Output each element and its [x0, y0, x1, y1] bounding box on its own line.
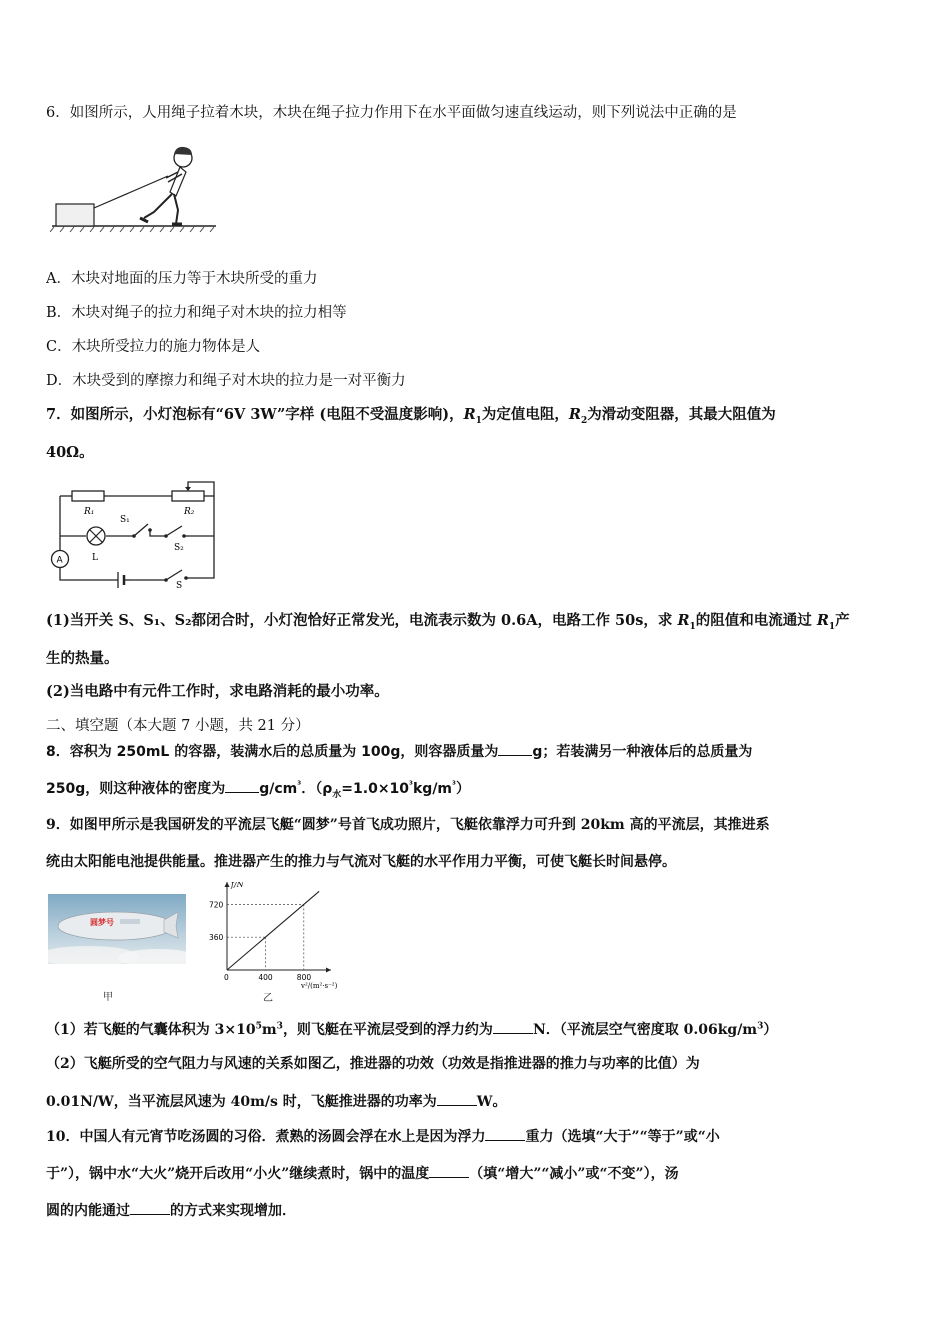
q10-line3: 圆的内能通过 的方式来实现增加．	[46, 1200, 296, 1221]
q6-option-d: D．木块受到的摩擦力和绳子对木块的拉力是一对平衡力	[46, 373, 406, 389]
circuit-label-r1: R₁	[84, 507, 95, 517]
q6-option-b: B．木块对绳子的拉力和绳子对木块的拉力相等	[46, 305, 347, 321]
circuit-label-lamp: L	[92, 553, 98, 563]
q8-line2: 250g，则这种液体的密度为 $g/cm^{^3}$．$(\rho_水=1.0\times 10^{^3}kg/m^{^3})$	[46, 778, 470, 799]
section-title-fill-in: 二、填空题（本大题 7 小题，共 21 分）	[46, 718, 310, 734]
circuit-label-s1: S₁	[120, 515, 130, 525]
q8-blank-2[interactable]	[225, 778, 259, 793]
q9-part2-line2: 0.01N/W，当平流层风速为 40m/s 时，飞艇推进器的功率为 W。	[46, 1091, 507, 1112]
q7-part2: (2)当电路中有元件工作时，求电路消耗的最小功率。	[46, 683, 389, 700]
q7-stem: 7．如图所示，小灯泡标有“6V 3W”字样 (电阻不受温度影响)，$R_1$为定值电阻，$R_2$为滑动变阻器，其最大阻值为	[46, 406, 776, 426]
q7-stem-line2: 40Ω。	[46, 444, 94, 461]
x-tick-label: 800	[296, 973, 312, 982]
q10-line2: 于”），锅中水“大火”烧开后改用“小火”继续煮时，锅中的温度 （填“增大”“减小”或“不变”），汤	[46, 1163, 679, 1184]
y-tick-label: 720	[209, 900, 224, 910]
y-axis-arrow	[225, 882, 230, 887]
x-axis-arrow	[326, 968, 331, 973]
q9-blank-buoyancy[interactable]	[493, 1019, 533, 1034]
q8-blank-1[interactable]	[498, 741, 532, 756]
q6-option-c: C．木块所受拉力的施力物体是人	[46, 339, 261, 355]
airship-photo	[48, 894, 186, 964]
airship-text: 圆梦号	[90, 918, 114, 927]
drag-force-graph	[205, 882, 345, 990]
switch-s2	[166, 526, 182, 536]
resistor-r1	[72, 491, 104, 501]
q7-part1: (1)当开关 S、S₁、S₂都闭合时，小灯泡恰好正常发光，电流表示数为 0.6A，电路工作 50s，求 $R_1$的阻值和电流通过 $R_1$产	[46, 612, 850, 632]
circuit-label-s2: S₂	[174, 543, 184, 553]
switch-s	[166, 570, 182, 580]
q10-line1: 10．中国人有元宵节吃汤圆的习俗．煮熟的汤圆会浮在水上是因为浮力 重力（选填“大于”“等于”或“小	[46, 1126, 720, 1147]
q8-line1: 8．容积为 250mL 的容器，装满水后的总质量为 100g，则容器质量为 g；若装满另一种液体后的总质量为	[46, 741, 752, 762]
wood-block	[56, 204, 94, 226]
airship-body	[58, 912, 174, 940]
q7-part1-line2: 生的热量。	[46, 650, 119, 667]
q6-option-a: A．木块对地面的压力等于木块所受的重力	[46, 271, 318, 287]
x-tick-label: 400	[258, 973, 273, 982]
q9-line1: 9．如图甲所示是我国研发的平流层飞艇“圆梦”号首飞成功照片，飞艇依靠浮力可升到 20km 高的平流层，其推进系	[46, 817, 770, 833]
x-axis-label: v²/(m²·s⁻²)	[301, 982, 338, 990]
x-tick-label: 0	[224, 973, 229, 982]
drag-force-graph-caption: 乙	[263, 993, 273, 1004]
rope	[94, 176, 168, 208]
q9-blank-power[interactable]	[437, 1091, 477, 1106]
circuit-diagram	[48, 478, 223, 590]
y-axis-label: f/N	[231, 882, 244, 889]
q10-blank-1[interactable]	[485, 1126, 525, 1141]
q10-blank-2[interactable]	[429, 1163, 469, 1178]
switch-s1	[134, 524, 148, 536]
circuit-label-s: S	[176, 581, 183, 590]
q6-stem: 6．如图所示，人用绳子拉着木块，木块在绳子拉力作用下在水平面做匀速直线运动，则下列说法中正确的是	[46, 105, 737, 121]
q9-line2: 统由太阳能电池提供能量。推进器产生的推力与气流对飞艇的水平作用力平衡，可使飞艇长时间悬停。	[46, 854, 676, 870]
y-tick-label: 360	[209, 933, 224, 943]
series-line	[227, 891, 319, 970]
q10-blank-3[interactable]	[130, 1200, 170, 1215]
airship-photo-caption: 甲	[103, 992, 113, 1003]
rheostat-r2	[172, 491, 204, 501]
pulling-boy-figure	[50, 142, 220, 234]
circuit-label-ammeter: A	[56, 555, 63, 566]
q9-part1: （1）若飞艇的气囊体积为 $3\times 10^5m^3$，则飞艇在平流层受到的浮力约为 N．（平流层空气密度取 $0.06kg/m^3$）	[46, 1019, 777, 1040]
circuit-label-r2: R₂	[184, 507, 195, 517]
q9-part2-line1: （2）飞艇所受的空气阻力与风速的关系如图乙，推进器的功效（功效是指推进器的推力与功率的比值）为	[46, 1056, 700, 1072]
